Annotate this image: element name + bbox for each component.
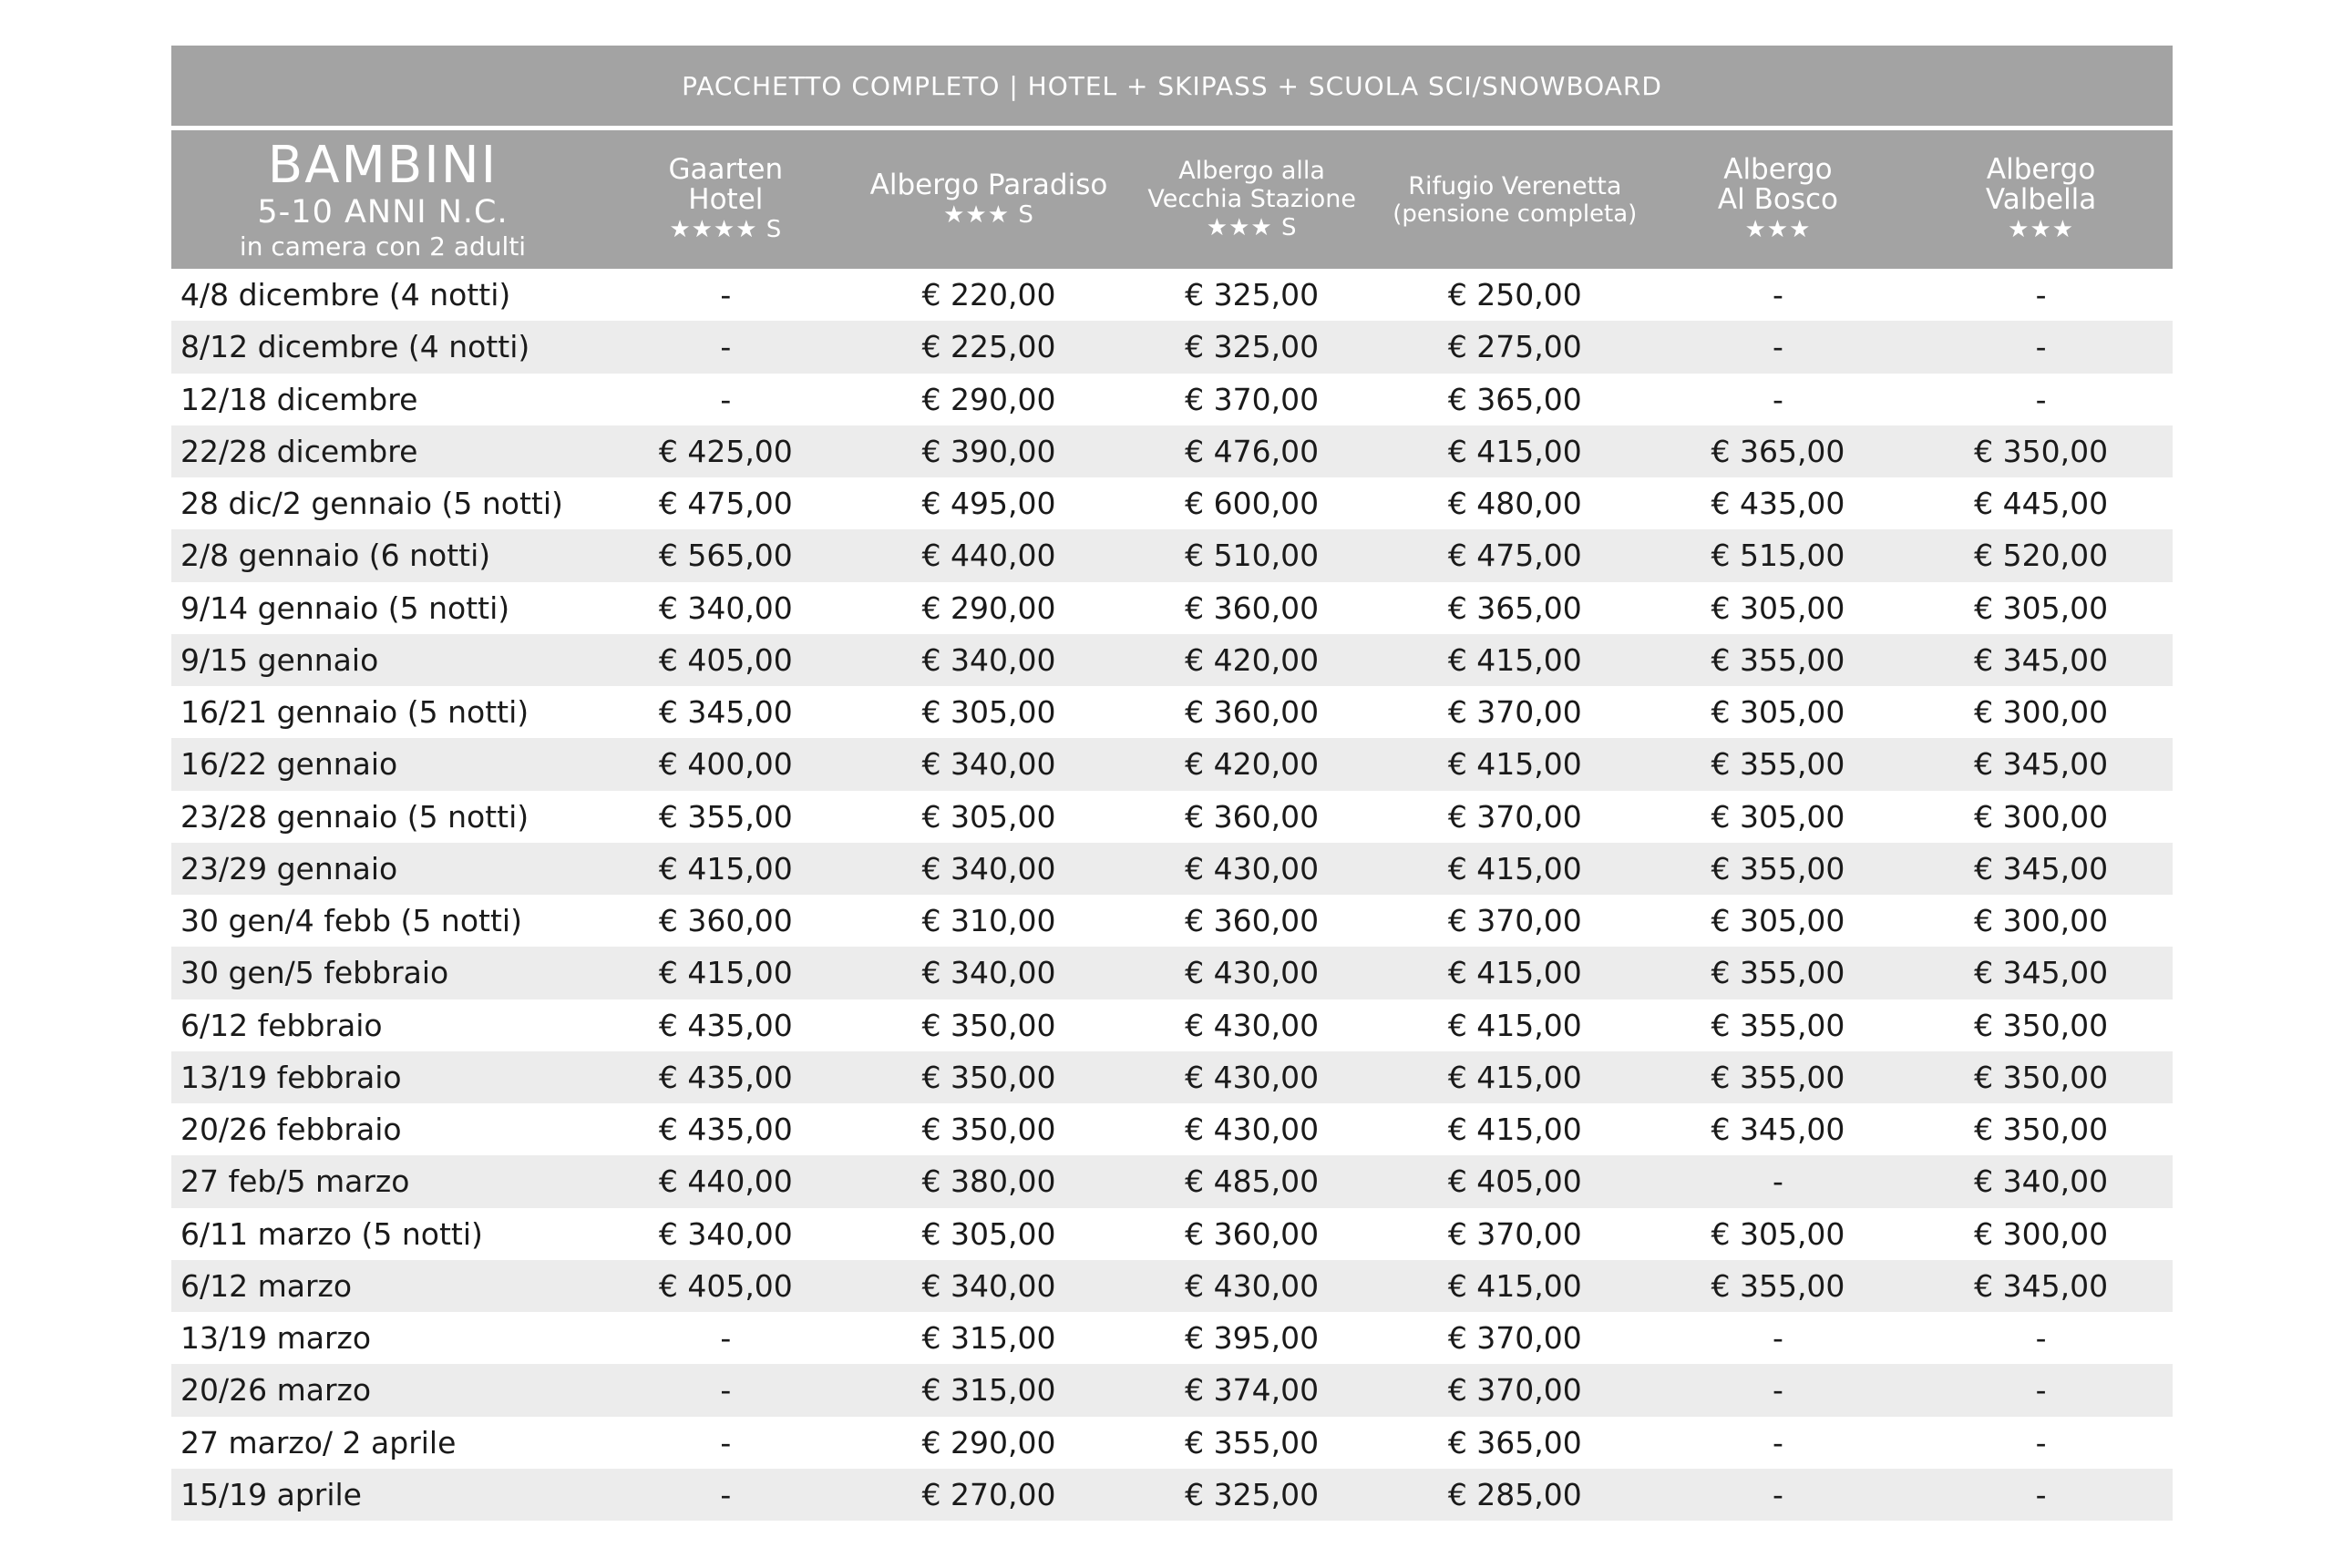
- price-cell: € 370,00: [1447, 1215, 1582, 1252]
- table-row: [171, 843, 2173, 895]
- price-cell: € 440,00: [921, 538, 1056, 574]
- period-cell: 20/26 marzo: [180, 1372, 372, 1409]
- price-cell: -: [720, 381, 732, 417]
- price-cell: € 475,00: [658, 486, 793, 522]
- price-cell: € 380,00: [921, 1163, 1056, 1200]
- price-cell: € 370,00: [1447, 694, 1582, 731]
- table-header: [171, 130, 2173, 269]
- hotel-name-line: Vecchia Stazione: [1147, 185, 1356, 213]
- price-cell: € 476,00: [1185, 433, 1320, 469]
- price-cell: € 220,00: [921, 277, 1056, 313]
- period-cell: 16/22 gennaio: [180, 746, 398, 783]
- period-cell: 30 gen/4 febb (5 notti): [180, 903, 522, 939]
- price-cell: € 405,00: [1447, 1163, 1582, 1200]
- price-cell: € 340,00: [921, 955, 1056, 991]
- price-cell: € 305,00: [1711, 589, 1845, 626]
- price-cell: € 305,00: [921, 798, 1056, 835]
- price-cell: € 415,00: [1447, 1267, 1582, 1304]
- period-cell: 9/15 gennaio: [180, 641, 379, 678]
- price-cell: -: [1772, 1424, 1783, 1460]
- category-header: [171, 130, 594, 269]
- hotel-board-note: (pensione completa): [1393, 200, 1638, 228]
- period-cell: 27 feb/5 marzo: [180, 1163, 410, 1200]
- table-row: [171, 374, 2173, 425]
- period-cell: 4/8 dicembre (4 notti): [180, 277, 511, 313]
- hotel-name-line: Gaarten: [668, 153, 784, 186]
- price-cell: € 365,00: [1447, 381, 1582, 417]
- hotel-header-verenetta: [1383, 130, 1647, 269]
- price-cell: € 275,00: [1447, 329, 1582, 365]
- category-title: BAMBINI: [267, 135, 498, 195]
- price-cell: € 345,00: [1974, 1267, 2109, 1304]
- price-cell: € 365,00: [1447, 589, 1582, 626]
- period-cell: 16/21 gennaio (5 notti): [180, 694, 529, 731]
- hotel-name-line: Albergo Paradiso: [869, 168, 1108, 201]
- table-row: [171, 1469, 2173, 1521]
- price-cell: -: [720, 329, 732, 365]
- price-cell: € 355,00: [1711, 641, 1845, 678]
- price-cell: € 365,00: [1447, 1424, 1582, 1460]
- price-cell: € 565,00: [658, 538, 793, 574]
- price-cell: € 345,00: [1974, 955, 2109, 991]
- period-cell: 20/26 febbraio: [180, 1112, 402, 1148]
- price-cell: -: [2035, 277, 2047, 313]
- star-rating-icon: ★★★: [1744, 216, 1812, 243]
- table-row: [171, 1312, 2173, 1364]
- hotel-name-line: Al Bosco: [1717, 183, 1838, 216]
- price-cell: € 315,00: [921, 1320, 1056, 1357]
- price-cell: € 495,00: [921, 486, 1056, 522]
- price-cell: € 435,00: [658, 1112, 793, 1148]
- star-rating-icon: ★★★★ S: [669, 216, 783, 243]
- hotel-header-gaarten: [594, 130, 858, 269]
- price-cell: € 425,00: [658, 433, 793, 469]
- price-cell: € 355,00: [1711, 1267, 1845, 1304]
- price-cell: -: [1772, 329, 1783, 365]
- price-cell: € 365,00: [1711, 433, 1845, 469]
- price-cell: € 340,00: [921, 1267, 1056, 1304]
- price-cell: € 370,00: [1447, 798, 1582, 835]
- price-cell: -: [2035, 1320, 2047, 1357]
- price-cell: € 350,00: [921, 1112, 1056, 1148]
- price-cell: € 420,00: [1185, 641, 1320, 678]
- price-cell: -: [1772, 381, 1783, 417]
- price-cell: € 350,00: [921, 1007, 1056, 1043]
- price-cell: € 370,00: [1447, 1372, 1582, 1409]
- price-cell: € 355,00: [1711, 1059, 1845, 1095]
- price-cell: € 405,00: [658, 1267, 793, 1304]
- period-cell: 13/19 marzo: [180, 1320, 372, 1357]
- category-age-range: 5-10 ANNI N.C.: [257, 193, 509, 231]
- price-cell: € 415,00: [658, 850, 793, 886]
- price-cell: € 435,00: [658, 1007, 793, 1043]
- table-body: [171, 269, 2173, 1521]
- price-cell: € 355,00: [1185, 1424, 1320, 1460]
- period-cell: 9/14 gennaio (5 notti): [180, 589, 510, 626]
- price-cell: € 345,00: [658, 694, 793, 731]
- price-cell: € 445,00: [1974, 486, 2109, 522]
- price-cell: € 355,00: [1711, 746, 1845, 783]
- price-cell: € 415,00: [658, 955, 793, 991]
- price-cell: € 270,00: [921, 1476, 1056, 1512]
- hotel-name-line: Rifugio Verenetta: [1408, 171, 1622, 200]
- price-cell: € 370,00: [1447, 1320, 1582, 1357]
- price-cell: € 340,00: [1974, 1163, 2109, 1200]
- star-rating-icon: ★★★ S: [943, 200, 1034, 229]
- price-cell: € 290,00: [921, 381, 1056, 417]
- price-cell: € 360,00: [658, 903, 793, 939]
- banner-text: PACCHETTO COMPLETO | HOTEL + SKIPASS + SCUOLA SCI/SNOWBOARD: [682, 70, 1662, 101]
- price-cell: € 355,00: [1711, 850, 1845, 886]
- price-cell: € 325,00: [1185, 277, 1320, 313]
- table-row: [171, 1260, 2173, 1312]
- price-cell: € 350,00: [1974, 1112, 2109, 1148]
- period-cell: 15/19 aprile: [180, 1476, 362, 1512]
- price-cell: € 420,00: [1185, 746, 1320, 783]
- hotel-name-line: Valbella: [1985, 183, 2097, 216]
- price-cell: € 340,00: [921, 641, 1056, 678]
- period-cell: 28 dic/2 gennaio (5 notti): [180, 486, 563, 522]
- price-cell: € 440,00: [658, 1163, 793, 1200]
- hotel-name-line: Albergo alla: [1178, 157, 1325, 185]
- package-banner: [171, 46, 2173, 126]
- price-cell: -: [1772, 1320, 1783, 1357]
- price-cell: € 415,00: [1447, 641, 1582, 678]
- price-cell: € 355,00: [658, 798, 793, 835]
- price-cell: € 350,00: [1974, 1059, 2109, 1095]
- price-cell: € 325,00: [1185, 1476, 1320, 1512]
- price-cell: -: [720, 277, 732, 313]
- hotel-header-valbella: [1909, 130, 2173, 269]
- price-cell: € 355,00: [1711, 1007, 1845, 1043]
- table-row: [171, 582, 2173, 634]
- price-cell: -: [1772, 277, 1783, 313]
- price-cell: € 305,00: [921, 694, 1056, 731]
- price-cell: -: [2035, 1372, 2047, 1409]
- period-cell: 27 marzo/ 2 aprile: [180, 1424, 457, 1460]
- price-cell: € 305,00: [921, 1215, 1056, 1252]
- price-cell: € 345,00: [1974, 641, 2109, 678]
- price-cell: € 370,00: [1447, 903, 1582, 939]
- table-row: [171, 425, 2173, 477]
- period-cell: 23/28 gennaio (5 notti): [180, 798, 529, 835]
- price-cell: € 520,00: [1974, 538, 2109, 574]
- table-row: [171, 1208, 2173, 1260]
- price-cell: € 350,00: [921, 1059, 1056, 1095]
- price-cell: € 310,00: [921, 903, 1056, 939]
- price-cell: € 515,00: [1711, 538, 1845, 574]
- period-cell: 23/29 gennaio: [180, 850, 398, 886]
- price-cell: € 345,00: [1711, 1112, 1845, 1148]
- price-cell: € 485,00: [1185, 1163, 1320, 1200]
- table-row: [171, 1103, 2173, 1155]
- period-cell: 2/8 gennaio (6 notti): [180, 538, 491, 574]
- price-cell: € 305,00: [1711, 903, 1845, 939]
- price-cell: € 340,00: [658, 589, 793, 626]
- table-row: [171, 791, 2173, 843]
- price-cell: € 430,00: [1185, 1112, 1320, 1148]
- price-cell: -: [2035, 329, 2047, 365]
- price-cell: € 415,00: [1447, 746, 1582, 783]
- price-cell: € 480,00: [1447, 486, 1582, 522]
- hotel-header-vecchia-stazione: [1120, 130, 1383, 269]
- price-cell: € 305,00: [1711, 798, 1845, 835]
- price-cell: € 315,00: [921, 1372, 1056, 1409]
- price-cell: € 360,00: [1185, 1215, 1320, 1252]
- price-cell: € 350,00: [1974, 1007, 2109, 1043]
- price-cell: € 430,00: [1185, 1059, 1320, 1095]
- price-cell: -: [2035, 381, 2047, 417]
- price-cell: € 225,00: [921, 329, 1056, 365]
- price-cell: € 300,00: [1974, 798, 2109, 835]
- price-cell: € 290,00: [921, 1424, 1056, 1460]
- price-cell: € 360,00: [1185, 694, 1320, 731]
- table-row: [171, 1364, 2173, 1416]
- hotel-header-paradiso: [858, 130, 1121, 269]
- period-cell: 6/12 febbraio: [180, 1007, 383, 1043]
- price-cell: € 430,00: [1185, 955, 1320, 991]
- price-cell: € 435,00: [1711, 486, 1845, 522]
- price-cell: -: [720, 1476, 732, 1512]
- price-cell: € 415,00: [1447, 1007, 1582, 1043]
- price-cell: -: [2035, 1424, 2047, 1460]
- hotel-name-line: Albergo: [1986, 153, 2096, 186]
- price-cell: € 360,00: [1185, 903, 1320, 939]
- price-cell: € 290,00: [921, 589, 1056, 626]
- price-cell: € 300,00: [1974, 694, 2109, 731]
- table-row: [171, 634, 2173, 686]
- price-cell: € 325,00: [1185, 329, 1320, 365]
- price-cell: € 300,00: [1974, 1215, 2109, 1252]
- price-cell: -: [1772, 1372, 1783, 1409]
- price-cell: € 430,00: [1185, 850, 1320, 886]
- price-cell: € 600,00: [1185, 486, 1320, 522]
- price-cell: € 395,00: [1185, 1320, 1320, 1357]
- table-row: [171, 529, 2173, 581]
- price-cell: € 415,00: [1447, 1112, 1582, 1148]
- period-cell: 22/28 dicembre: [180, 433, 418, 469]
- price-cell: € 430,00: [1185, 1007, 1320, 1043]
- price-table: [171, 46, 2173, 1521]
- price-cell: € 435,00: [658, 1059, 793, 1095]
- price-cell: € 250,00: [1447, 277, 1582, 313]
- table-row: [171, 1417, 2173, 1469]
- price-cell: € 415,00: [1447, 850, 1582, 886]
- price-cell: € 345,00: [1974, 746, 2109, 783]
- hotel-header-al-bosco: [1647, 130, 1910, 269]
- table-row: [171, 738, 2173, 790]
- period-cell: 8/12 dicembre (4 notti): [180, 329, 530, 365]
- price-cell: -: [720, 1424, 732, 1460]
- price-cell: € 475,00: [1447, 538, 1582, 574]
- price-cell: € 345,00: [1974, 850, 2109, 886]
- period-cell: 6/11 marzo (5 notti): [180, 1215, 483, 1252]
- price-cell: -: [720, 1320, 732, 1357]
- table-row: [171, 686, 2173, 738]
- period-cell: 6/12 marzo: [180, 1267, 353, 1304]
- price-cell: € 374,00: [1185, 1372, 1320, 1409]
- price-cell: € 300,00: [1974, 903, 2109, 939]
- price-cell: € 405,00: [658, 641, 793, 678]
- price-cell: € 355,00: [1711, 955, 1845, 991]
- table-row: [171, 999, 2173, 1051]
- period-cell: 12/18 dicembre: [180, 381, 418, 417]
- table-row: [171, 1051, 2173, 1103]
- price-cell: -: [720, 1372, 732, 1409]
- table-row: [171, 1155, 2173, 1207]
- category-note: in camera con 2 adulti: [239, 231, 527, 261]
- hotel-name-line: Hotel: [688, 183, 764, 216]
- price-cell: € 340,00: [921, 850, 1056, 886]
- hotel-name-line: Albergo: [1723, 153, 1833, 186]
- price-cell: € 350,00: [1974, 433, 2109, 469]
- star-rating-icon: ★★★ S: [1206, 214, 1298, 241]
- price-cell: € 340,00: [921, 746, 1056, 783]
- price-cell: € 400,00: [658, 746, 793, 783]
- star-rating-icon: ★★★: [2008, 216, 2075, 243]
- table-row: [171, 947, 2173, 999]
- price-cell: € 360,00: [1185, 798, 1320, 835]
- price-cell: € 305,00: [1711, 1215, 1845, 1252]
- table-row: [171, 321, 2173, 373]
- price-cell: € 305,00: [1974, 589, 2109, 626]
- price-cell: € 415,00: [1447, 433, 1582, 469]
- price-cell: € 510,00: [1185, 538, 1320, 574]
- table-row: [171, 895, 2173, 947]
- price-cell: € 390,00: [921, 433, 1056, 469]
- price-cell: € 415,00: [1447, 1059, 1582, 1095]
- table-row: [171, 477, 2173, 529]
- price-cell: -: [1772, 1476, 1783, 1512]
- price-cell: € 415,00: [1447, 955, 1582, 991]
- price-cell: € 340,00: [658, 1215, 793, 1252]
- price-cell: € 285,00: [1447, 1476, 1582, 1512]
- price-cell: -: [2035, 1476, 2047, 1512]
- period-cell: 30 gen/5 febbraio: [180, 955, 449, 991]
- period-cell: 13/19 febbraio: [180, 1059, 402, 1095]
- price-cell: € 370,00: [1185, 381, 1320, 417]
- table-row: [171, 269, 2173, 321]
- price-cell: € 305,00: [1711, 694, 1845, 731]
- price-cell: € 430,00: [1185, 1267, 1320, 1304]
- price-cell: € 360,00: [1185, 589, 1320, 626]
- price-cell: -: [1772, 1163, 1783, 1200]
